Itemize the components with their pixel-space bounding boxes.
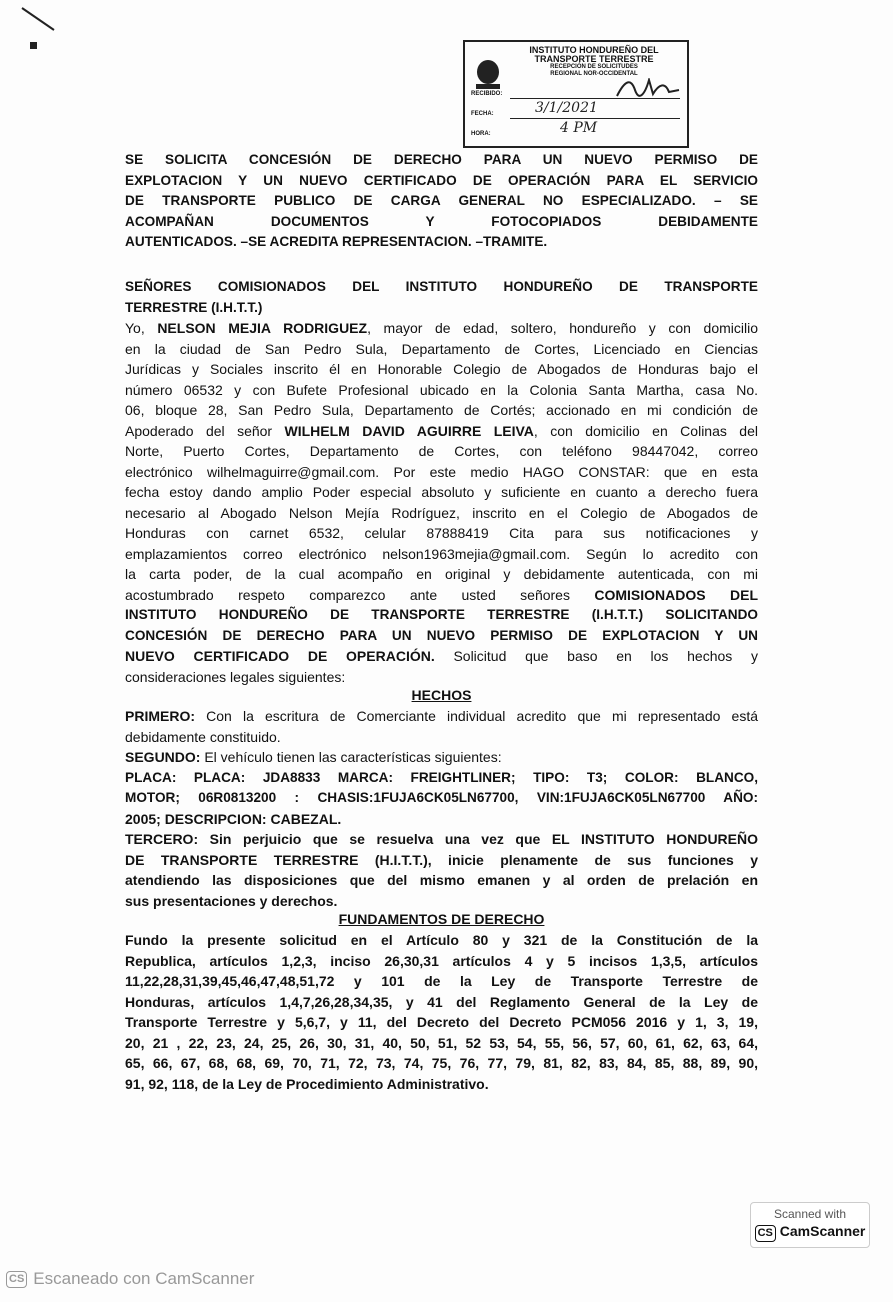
text-line — [125, 768, 758, 789]
text-segment: 65, 66, 67, 68, 68, 69, 70, 71, 72, 73, 74, 75, 76, 77, 79, 81, 82, 83, 84, 85, 88, 89, 90, — [125, 1055, 758, 1071]
text-segment: AUTENTICADOS. –SE ACREDITA REPRESENTACION. –TRAMITE. — [125, 234, 548, 249]
text-line — [125, 339, 758, 360]
text-segment: TERRESTRE (I.H.T.T.) — [125, 299, 263, 315]
text-line — [125, 1053, 758, 1074]
text-line — [125, 150, 758, 171]
text-segment: Con la escritura de Comerciante individual acredito que mi representado está — [195, 708, 758, 724]
text-line — [125, 992, 758, 1013]
text-segment: atendiendo las disposiciones que del mismo emanen y al orden de prelación en — [125, 872, 758, 888]
text-line — [125, 212, 758, 233]
text-line — [125, 829, 758, 850]
text-line — [125, 421, 758, 442]
hechos-section — [125, 706, 758, 911]
text-line — [125, 706, 758, 727]
text-line — [125, 971, 758, 992]
stamp-title-1: INSTITUTO HONDUREÑO DEL — [529, 45, 659, 55]
text-segment: necesario al Abogado Nelson Mejía Rodríguez, inscrito en el Colegio de Abogados de — [125, 504, 758, 521]
text-line — [125, 809, 758, 830]
text-line — [125, 191, 758, 212]
stamp-sub-1: RECEPCIÓN DE SOLICITUDES — [550, 64, 638, 70]
text-segment: en la ciudad de San Pedro Sula, Departamento de Cortes, Licenciado en Ciencias — [125, 340, 758, 357]
text-line — [125, 667, 758, 688]
document-subject — [125, 150, 758, 253]
text-segment: Honduras, artículos 1,4,7,26,28,34,35, y 41 del Reglamento General de la Ley de — [125, 993, 758, 1010]
text-segment: Republica, artículos 1,2,3, inciso 26,30,31 artículos 4 y 5 incisos 1,3,5, artículos — [125, 952, 758, 969]
text-line — [125, 585, 758, 606]
text-segment: PRIMERO: — [125, 708, 195, 724]
text-segment: Yo, — [125, 320, 158, 336]
camscanner-footer-text: Escaneado con CamScanner — [33, 1269, 255, 1288]
text-line — [125, 359, 758, 380]
text-segment: Honduras con carnet 6532, celular 87888419 Cita para sus notificaciones y — [125, 525, 758, 541]
text-line — [125, 951, 758, 972]
text-line — [125, 626, 758, 647]
text-segment: CONCESIÓN DE DERECHO PARA UN NUEVO PERMISO DE EXPLOTACION Y UN — [125, 627, 758, 643]
text-segment: PLACA: PLACA: JDA8833 MARCA: FREIGHTLINER; TIPO: T3; COLOR: BLANCO, — [125, 769, 758, 785]
text-segment: , mayor de edad, soltero, hondureño y con domicilio — [367, 320, 758, 336]
document-body — [125, 277, 758, 687]
text-line — [125, 318, 758, 339]
stamp-received-label: RECIBIDO: — [471, 91, 503, 97]
text-line — [125, 1012, 758, 1033]
text-line — [125, 298, 758, 319]
text-segment: INSTITUTO HONDUREÑO DE TRANSPORTE TERRESTRE (I.H.T.T.) SOLICITANDO — [125, 607, 758, 622]
text-segment: SE SOLICITA CONCESIÓN DE DERECHO PARA UN NUEVO PERMISO DE — [125, 152, 758, 167]
text-line — [125, 1033, 758, 1054]
text-segment: NELSON MEJIA RODRIGUEZ — [157, 320, 368, 336]
signature — [615, 78, 681, 98]
text-segment: emplazamientos correo electrónico nelson1963mejia@gmail.com. Según lo acredito con — [125, 545, 758, 562]
text-segment: TERCERO: — [125, 831, 199, 847]
stamp-date-value: 3/1/2021 — [535, 100, 598, 116]
camscanner-badge — [750, 1202, 870, 1248]
text-segment: DE TRANSPORTE PUBLICO DE CARGA GENERAL NO ESPECIALIZADO. – SE — [125, 193, 758, 208]
text-segment: Apoderado del señor — [125, 422, 285, 439]
section-title-fundamentos: FUNDAMENTOS DE DERECHO — [338, 911, 545, 927]
text-line — [125, 503, 758, 524]
text-segment: El vehículo tienen las características siguientes: — [200, 749, 502, 765]
text-line — [125, 564, 758, 585]
text-segment: EXPLOTACION Y UN NUEVO CERTIFICADO DE OPERACIÓN PARA EL SERVICIO — [125, 172, 758, 188]
text-segment: DE TRANSPORTE TERRESTRE (H.I.T.T.), inicie plenamente de sus funciones y — [125, 851, 758, 868]
text-segment: Fundo la presente solicitud en el Artículo 80 y 321 de la Constitución de la — [125, 932, 758, 948]
text-line — [125, 727, 758, 748]
text-segment: número 06532 y con Bufete Profesional ubicado en la Colonia Santa Martha, casa No. — [125, 381, 758, 398]
text-line — [125, 441, 758, 462]
stamp-sub-2: REGIONAL NOR-OCCIDENTAL — [550, 71, 638, 77]
camscanner-footer-logo-icon: CS — [6, 1271, 27, 1288]
text-segment: la carta poder, de la cual acompaño en original y debidamente autenticada, con mi — [125, 566, 758, 582]
text-segment: ACOMPAÑAN DOCUMENTOS Y FOTOCOPIADOS DEBIDAMENTE — [125, 213, 758, 229]
text-segment: sus presentaciones y derechos. — [125, 892, 338, 909]
text-segment: SEÑORES COMISIONADOS DEL INSTITUTO HONDUREÑO DE TRANSPORTE — [125, 279, 758, 294]
text-segment: Norte, Puerto Cortes, Departamento de Cortes, con teléfono 98447042, correo — [125, 443, 758, 459]
text-segment: 91, 92, 118, de la Ley de Procedimiento Administrativo. — [125, 1075, 489, 1092]
text-segment: Transporte Terrestre y 5,6,7, y 11, del Decreto del Decreto PCM056 2016 y 1, 3, 19, — [125, 1014, 758, 1030]
text-segment: electrónico wilhelmaguirre@gmail.com. Por este medio HAGO CONSTAR: que en esta — [125, 463, 758, 480]
reception-stamp — [463, 40, 689, 148]
text-line — [125, 1074, 758, 1095]
text-segment: Sin perjuicio que se resuelva una vez que EL INSTITUTO HONDUREÑO — [198, 831, 758, 847]
stamp-title-2: TRANSPORTE TERRESTRE — [534, 54, 654, 64]
text-line — [125, 605, 758, 626]
text-line — [125, 747, 758, 768]
text-segment: , con domicilio en Colinas del — [533, 422, 758, 439]
fundamentos-section — [125, 930, 758, 1094]
stamp-hour-value: 4 PM — [560, 120, 598, 136]
text-segment: fecha estoy dando amplio Poder especial absoluto y suficiente en cuanto a derecho fuera — [125, 484, 758, 500]
text-line — [125, 891, 758, 912]
text-segment: WILHELM DAVID AGUIRRE LEIVA — [284, 422, 534, 439]
text-line — [125, 850, 758, 871]
text-line — [125, 870, 758, 891]
text-segment: 20, 21 , 22, 23, 24, 25, 26, 30, 31, 40, 50, 51, 52 53, 54, 55, 56, 57, 60, 61, 62, 63, 64, — [125, 1034, 758, 1051]
stamp-date-label: FECHA: — [471, 111, 494, 117]
text-segment: debidamente constituido. — [125, 728, 281, 745]
text-segment: consideraciones legales siguientes: — [125, 668, 346, 685]
text-line — [125, 544, 758, 565]
camscanner-badge-name: CamScanner — [779, 1223, 866, 1239]
text-segment: Jurídicas y Sociales inscrito él en Honorable Colegio de Abogados de Honduras bajo el — [125, 361, 758, 377]
text-segment: MOTOR; 06R0813200 : CHASIS:1FUJA6CK05LN67700, VIN:1FUJA6CK05LN67700 AÑO: — [125, 790, 758, 805]
text-segment: 06, bloque 28, San Pedro Sula, Departamento de Cortés; accionado en mi condición de — [125, 402, 758, 418]
text-line — [125, 400, 758, 421]
text-line — [125, 462, 758, 483]
text-segment: Solicitud que baso en los hechos y — [434, 648, 758, 664]
text-segment: NUEVO CERTIFICADO DE OPERACIÓN. — [125, 648, 435, 664]
text-segment: COMISIONADOS DEL — [594, 586, 759, 603]
text-line — [125, 930, 758, 951]
camscanner-logo-icon: CS — [755, 1225, 776, 1242]
text-segment: SEGUNDO: — [125, 749, 201, 765]
text-line — [125, 523, 758, 544]
stamp-hour-label: HORA: — [471, 131, 491, 137]
camscanner-footer — [6, 1269, 254, 1289]
text-segment: 11,22,28,31,39,45,46,47,48,51,72 y 101 de la Ley de Transporte Terrestre de — [125, 973, 758, 989]
text-segment: 2005; DESCRIPCION: CABEZAL. — [125, 810, 342, 827]
text-segment: acostumbrado respeto comparezco ante usted señores — [125, 586, 595, 603]
text-line — [125, 380, 758, 401]
text-line — [125, 482, 758, 503]
section-title-hechos: HECHOS — [411, 687, 472, 703]
camscanner-badge-caption: Scanned with — [773, 1207, 847, 1221]
text-line — [125, 232, 758, 253]
pen-mark-icon — [20, 6, 60, 56]
text-line — [125, 788, 758, 809]
text-line — [125, 171, 758, 192]
text-line — [125, 646, 758, 667]
coat-of-arms-icon — [473, 52, 503, 92]
text-line — [125, 277, 758, 298]
